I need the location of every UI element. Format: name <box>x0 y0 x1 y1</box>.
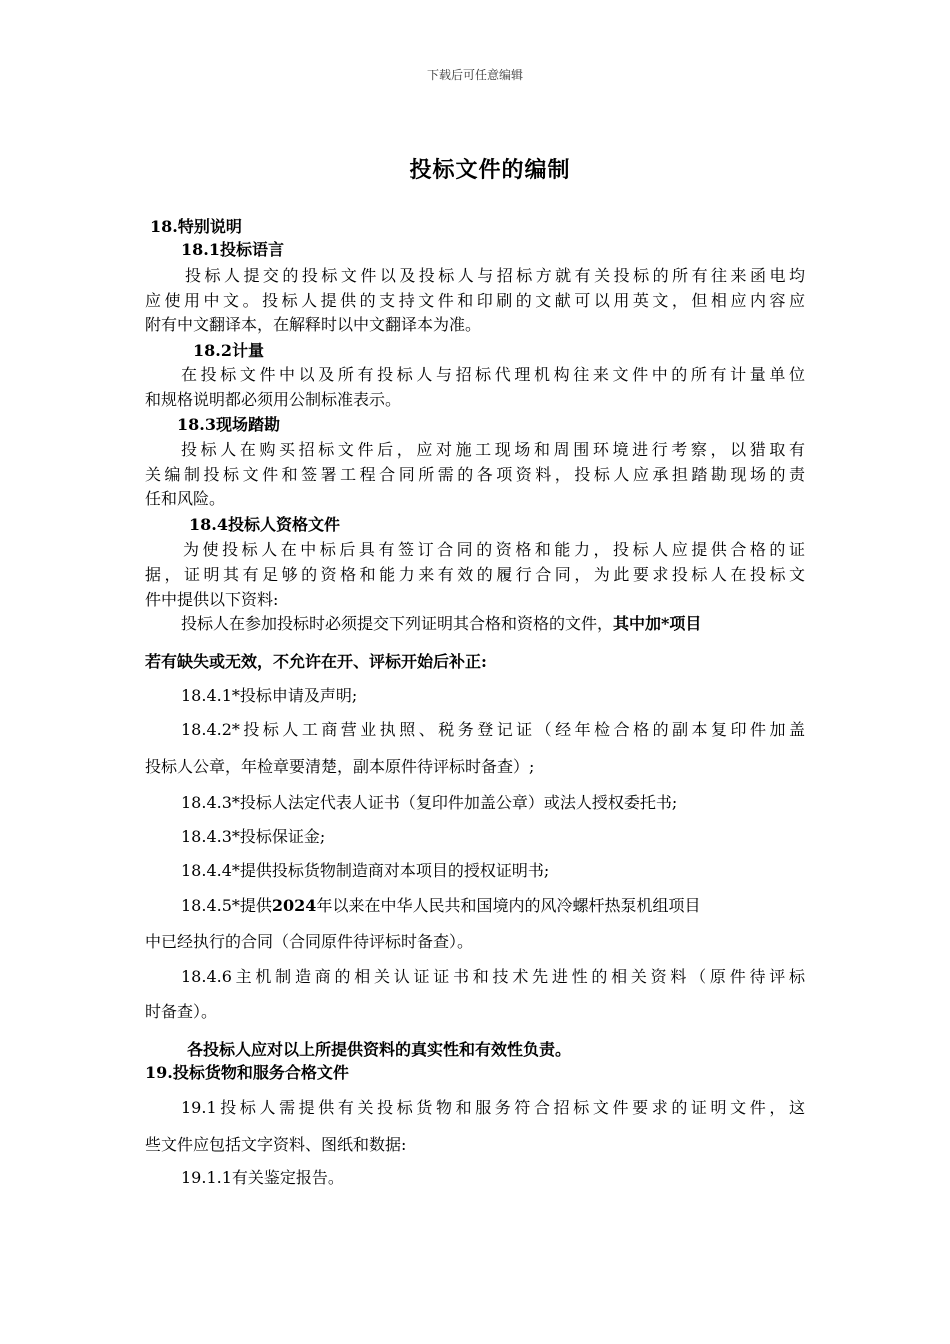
para-18-2-line-2: 和规格说明都必须用公制标准表示。 <box>145 390 402 409</box>
para-18-4-line-3: 件中提供以下资料: <box>145 590 279 609</box>
section-18-2-heading: 18.2计量 <box>193 341 264 360</box>
item-18-4-4: 18.4.4*提供投标货物制造商对本项目的授权证明书; <box>181 861 550 880</box>
section-18-4-heading: 18.4投标人资格文件 <box>189 515 340 534</box>
para-18-3-line-1: 投标人在购买招标文件后，应对施工现场和周围环境进行考察，以猎取有 <box>181 440 805 459</box>
item-18-4-3: 18.4.3*投标人法定代表人证书（复印件加盖公章）或法人授权委托书; <box>181 793 678 812</box>
qualification-intro <box>181 613 701 635</box>
header-note: 下载后可任意编辑 <box>426 68 523 82</box>
para-19-1-line-1: 19.1投标人需提供有关投标货物和服务符合招标文件要求的证明文件，这 <box>181 1098 805 1117</box>
item-18-4-5-prefix: 18.4.5*提供 <box>181 896 272 915</box>
para-18-4-line-2: 据，证明其有足够的资格和能力来有效的履行合同，为此要求投标人在投标文 <box>145 565 805 584</box>
qualification-intro-emphasis-line-2: 若有缺失或无效，不允许在开、评标开始后补正: <box>145 652 487 671</box>
section-18-heading: 18.特别说明 <box>150 217 242 236</box>
para-18-1-line-1: 投标人提交的投标文件以及投标人与招标方就有关投标的所有往来函电均 <box>185 266 805 285</box>
item-18-4-3b: 18.4.3*投标保证金; <box>181 827 326 846</box>
para-18-1-line-2: 应使用中文。投标人提供的支持文件和印刷的文献可以用英文，但相应内容应 <box>145 291 805 310</box>
para-18-4-line-1: 为使投标人在中标后具有签订合同的资格和能力，投标人应提供合格的证 <box>183 540 805 559</box>
item-18-4-5-year: 2024 <box>271 896 317 915</box>
item-19-1-1: 19.1.1有关鉴定报告。 <box>181 1168 344 1187</box>
item-18-4-6-line-1: 18.4.6主机制造商的相关认证证书和技术先进性的相关资料（原件待评标 <box>181 967 805 986</box>
para-18-3-line-2: 关编制投标文件和签署工程合同所需的各项资料，投标人应承担踏勘现场的责 <box>145 465 805 484</box>
item-18-4-2-line-2: 投标人公章，年检章要清楚，副本原件待评标时备查）; <box>145 757 535 776</box>
qualification-intro-emphasis: 其中加*项目 <box>613 614 702 633</box>
section-18-1-heading: 18.1投标语言 <box>181 240 284 259</box>
item-18-4-2-line-1: 18.4.2*投标人工商营业执照、税务登记证（经年检合格的副本复印件加盖 <box>181 720 805 739</box>
qualification-intro-text: 投标人在参加投标时必须提交下列证明其合格和资格的文件， <box>181 614 614 633</box>
para-19-1-line-2: 些文件应包括文字资料、图纸和数据: <box>145 1135 407 1154</box>
section-19-heading: 19.投标货物和服务合格文件 <box>145 1063 349 1082</box>
item-18-4-5-line-1 <box>181 895 700 917</box>
item-18-4-5-line-2: 中已经执行的合同（合同原件待评标时备查）。 <box>145 932 474 951</box>
item-18-4-5-suffix: 年以来在中华人民共和国境内的风冷螺杆热泵机组项目 <box>316 896 701 915</box>
page-title: 投标文件的编制 <box>409 157 571 183</box>
responsibility-statement: 各投标人应对以上所提供资料的真实性和有效性负责。 <box>187 1040 572 1059</box>
item-18-4-6-line-2: 时备查）。 <box>145 1002 218 1021</box>
section-18-3-heading: 18.3现场踏勘 <box>177 415 280 434</box>
para-18-3-line-3: 任和风险。 <box>145 489 226 508</box>
para-18-2-line-1: 在投标文件中以及所有投标人与招标代理机构往来文件中的所有计量单位 <box>181 365 805 384</box>
para-18-1-line-3: 附有中文翻译本，在解释时以中文翻译本为准。 <box>145 315 482 334</box>
item-18-4-1: 18.4.1*投标申请及声明; <box>181 686 358 705</box>
